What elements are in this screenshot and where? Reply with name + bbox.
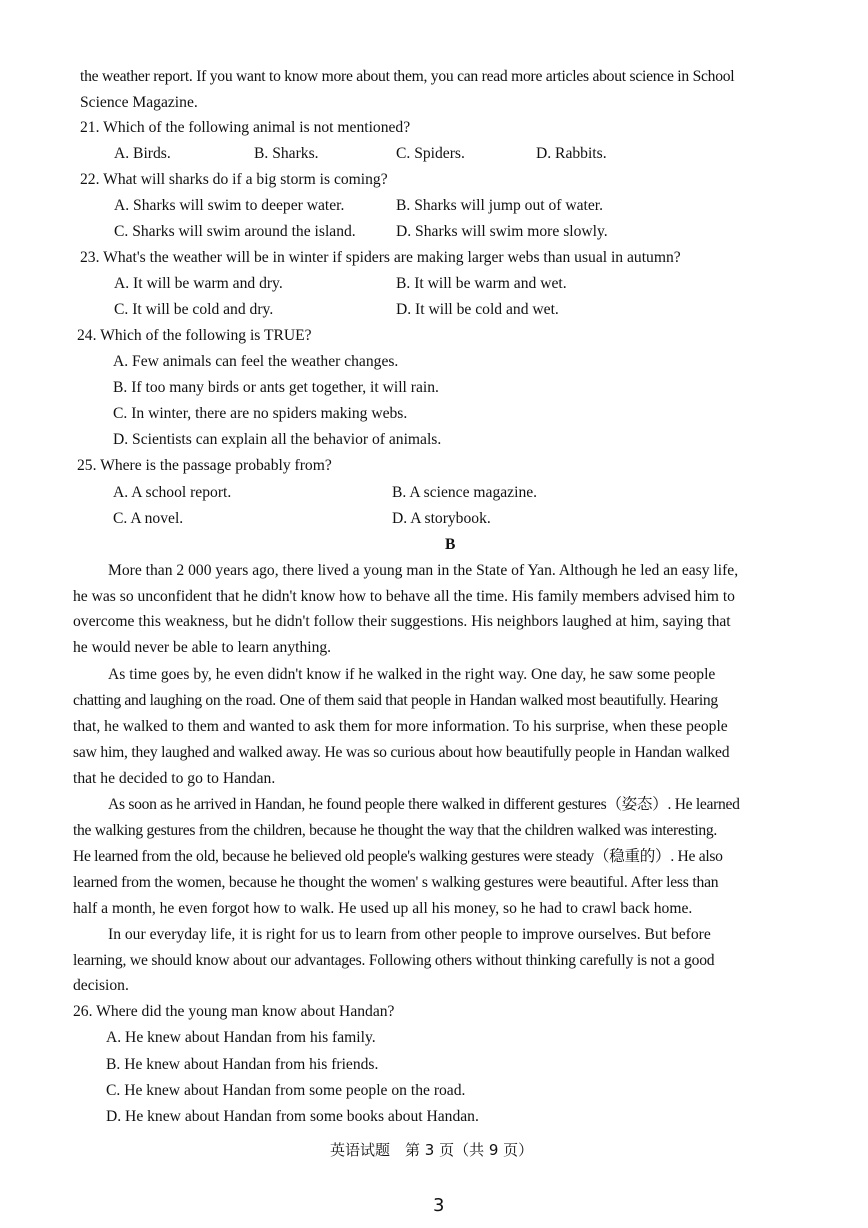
question-24-option-b: B. If too many birds or ants get together, it will rain.: [113, 379, 439, 396]
question-24-option-d: D. Scientists can explain all the behavior of animals.: [113, 431, 442, 448]
question-25-option-d: D. A storybook.: [392, 510, 491, 527]
question-22-option-d: D. Sharks will swim more slowly.: [396, 223, 608, 240]
question-22-option-b: B. Sharks will jump out of water.: [396, 197, 604, 214]
question-26-option-d: D. He knew about Handan from some books about Handan.: [106, 1108, 479, 1125]
passage-b-line: He learned from the old, because he believed old people's walking gestures were steady（稳重的）. He also: [73, 848, 723, 865]
question-22-option-a: A. Sharks will swim to deeper water.: [114, 197, 345, 214]
section-b-heading: B: [445, 536, 456, 553]
passage-a-tail-line-1: the weather report. If you want to know more about them, you can read more articles about science in School: [80, 68, 735, 85]
passage-b-line: he was so unconfident that he didn't know how to behave all the time. His family members advised him to: [73, 588, 735, 605]
question-25-option-a: A. A school report.: [113, 484, 232, 501]
question-26-option-b: B. He knew about Handan from his friends.: [106, 1056, 379, 1073]
passage-b-line: that he decided to go to Handan.: [73, 770, 276, 787]
question-26-option-c: C. He knew about Handan from some people on the road.: [106, 1082, 466, 1099]
question-24-option-a: A. Few animals can feel the weather changes.: [113, 353, 399, 370]
question-22-stem: 22. What will sharks do if a big storm is coming?: [80, 171, 388, 188]
question-23-option-a: A. It will be warm and dry.: [114, 275, 283, 292]
question-23-option-b: B. It will be warm and wet.: [396, 275, 567, 292]
passage-b-line: chatting and laughing on the road. One of them said that people in Handan walked most beautifully. Hearing: [73, 692, 718, 709]
passage-b-line: overcome this weakness, but he didn't follow their suggestions. His neighbors laughed at him, saying that: [73, 613, 731, 630]
question-26-option-a: A. He knew about Handan from his family.: [106, 1029, 376, 1046]
question-25-option-c: C. A novel.: [113, 510, 184, 527]
passage-b-line: More than 2 000 years ago, there lived a young man in the State of Yan. Although he led an easy life,: [108, 562, 739, 579]
passage-b-line: saw him, they laughed and walked away. He was so curious about how beautifully people in Handan walked: [73, 744, 730, 761]
question-21-stem: 21. Which of the following animal is not mentioned?: [80, 119, 411, 136]
passage-b-line: he would never be able to learn anything.: [73, 639, 332, 656]
question-21-option-b: B. Sharks.: [254, 145, 319, 162]
question-23-option-c: C. It will be cold and dry.: [114, 301, 274, 318]
question-21-option-d: D. Rabbits.: [536, 145, 607, 162]
question-21-option-a: A. Birds.: [114, 145, 171, 162]
question-23-stem: 23. What's the weather will be in winter if spiders are making larger webs than usual in autumn?: [80, 249, 681, 266]
passage-b-line: half a month, he even forgot how to walk. He used up all his money, so he had to crawl back home.: [73, 900, 693, 917]
question-24-stem: 24. Which of the following is TRUE?: [77, 327, 312, 344]
question-25-option-b: B. A science magazine.: [392, 484, 538, 501]
page-footer: 英语试题 第 3 页（共 9 页）: [330, 1141, 534, 1159]
passage-b-line: In our everyday life, it is right for us to learn from other people to improve ourselves. But before: [108, 926, 711, 943]
question-23-option-d: D. It will be cold and wet.: [396, 301, 559, 318]
passage-b-line: learning, we should know about our advantages. Following others without thinking carefully is not a good: [73, 952, 715, 969]
question-26-stem: 26. Where did the young man know about Handan?: [73, 1003, 395, 1020]
page-number: 3: [433, 1195, 445, 1216]
passage-b-line: learned from the women, because he thought the women' s walking gestures were beautiful. After less than: [73, 874, 719, 891]
passage-b-line: the walking gestures from the children, because he thought the way that the children walked was interesting.: [73, 822, 717, 839]
passage-b-line: that, he walked to them and wanted to ask them for more information. To his surprise, when these people: [73, 718, 728, 735]
passage-a-tail-line-2: Science Magazine.: [80, 94, 198, 111]
passage-b-line: As soon as he arrived in Handan, he found people there walked in different gestures（姿态）. He learned: [108, 796, 740, 813]
passage-b-line: decision.: [73, 977, 129, 994]
question-21-option-c: C. Spiders.: [396, 145, 465, 162]
passage-b-line: As time goes by, he even didn't know if he walked in the right way. One day, he saw some people: [108, 666, 716, 683]
question-22-option-c: C. Sharks will swim around the island.: [114, 223, 356, 240]
question-24-option-c: C. In winter, there are no spiders making webs.: [113, 405, 408, 422]
question-25-stem: 25. Where is the passage probably from?: [77, 457, 332, 474]
